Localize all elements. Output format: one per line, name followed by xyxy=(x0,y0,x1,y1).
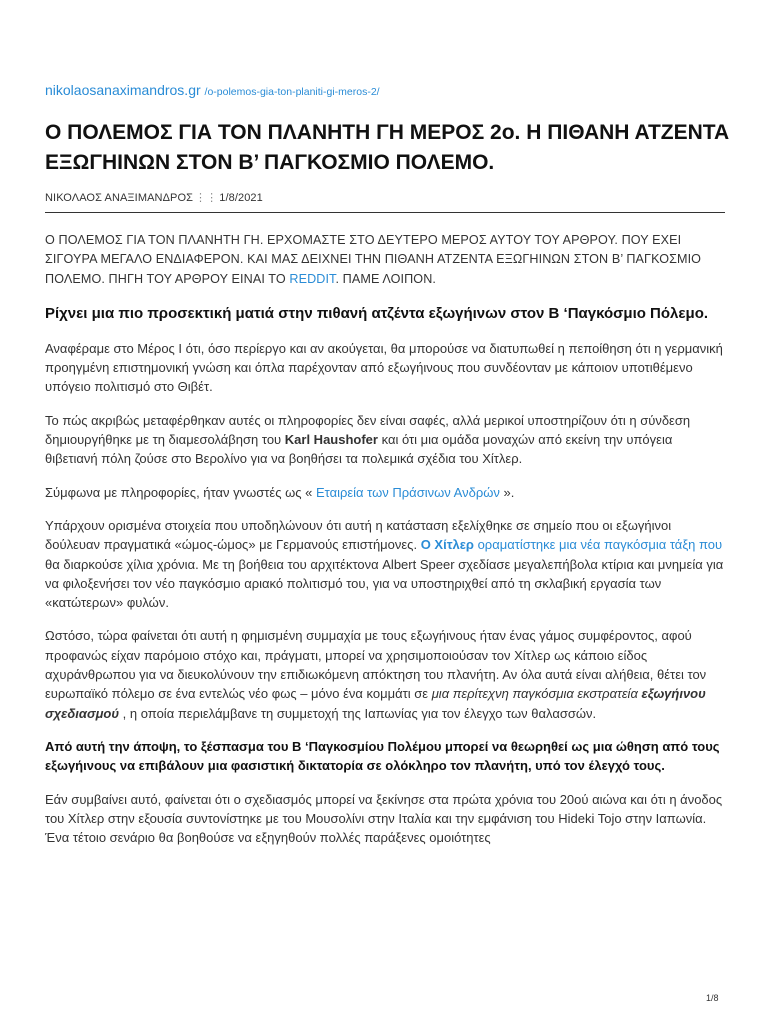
paragraph-4-text-end: θα διαρκούσε χίλια χρόνια. Με τη βοήθεια του αρχιτέκτονα Albert Speer σχεδίασε μεγαλεπήβολα κτίρια και μνημεία για να φιλοξενήσει τον νέο παγκόσμιο αριακό πολιτισμό του, για να υποστηριχθεί από τη σκλαβική εργασία των «κατώτερων» φυλών. xyxy=(45,556,724,611)
article-meta xyxy=(45,191,263,204)
paragraph-1: Αναφέραμε στο Μέρος I ότι, όσο περίεργο και αν ακούγεται, θα μπορούσε να διατυπωθεί η πεποίθηση ότι η γερμανική προηγμένη επιστημονική γνώση και όπλα παρέχονταν από εξωγήινους που συνδέονταν με κάποιον υποτιθέμενο υπόγειο πολιτισμό στο Θιβέτ. xyxy=(45,340,723,395)
paragraph-7: Εάν συμβαίνει αυτό, φαίνεται ότι ο σχεδιασμός μπορεί να ξεκίνησε στα πρώτα χρόνια του 20ού αιώνα και ότι η άνοδος του Χίτλερ στην εξουσία συντονίστηκε με του Μουσολίνι στην Ιταλία και την εμφάνιση του Hideki Tojo στην Ιαπωνία. Ένα τέτοιο σενάριο θα βοηθούσε να εξηγηθούν πολλές παράξενες ομοιότητες xyxy=(45,791,723,846)
paragraph-3-text-end: ». xyxy=(499,484,515,500)
source-url[interactable] xyxy=(45,82,380,98)
article-subheading: Ρίχνει μια πιο προσεκτική ματιά στην πιθανή ατζέντα εξωγήινων στον Β ‘Παγκόσμιο Πόλεμο. xyxy=(45,304,709,322)
page-number: 1/8 xyxy=(706,993,719,1003)
meta-separator: ⋮⋮ xyxy=(195,192,218,204)
title-divider xyxy=(45,212,725,213)
paragraph-2-text: Το πώς ακριβώς μεταφέρθηκαν αυτές οι πληροφορίες δεν είναι σαφές, αλλά μερικοί υποστηρίζουν ότι η σύνδεση δημιουργήθηκε με τη διαμεσολάβηση του xyxy=(45,412,691,448)
green-men-society-link[interactable]: Εταιρεία των Πράσινων Ανδρών xyxy=(315,484,500,500)
author-name: ΝΙΚΟΛΑΟΣ ΑΝΑΞΙΜΑΝΔΡΟΣ xyxy=(45,192,194,204)
paragraph-5-italic: μια περίτεχνη παγκόσμια εκστρατεία xyxy=(431,686,638,702)
karl-haushofer-name: Karl Haushofer xyxy=(284,432,378,448)
paragraph-2 xyxy=(45,411,727,469)
paragraph-2-text-end: και ότι μια ομάδα μοναχών από εκείνη την υπόγεια θιβετιανή πόλη ζούσε στο Βερολίνο για να βοηθήσει τα πολεμικά σχέδια του Χίτλερ. xyxy=(45,432,673,467)
paragraph-3 xyxy=(45,483,727,502)
paragraph-5-bold-italic: εξωγήινου σχεδιασμού xyxy=(45,686,706,721)
paragraph-4 xyxy=(45,516,727,612)
article-title: Ο ΠΟΛΕΜΟΣ ΓΙΑ ΤΟΝ ΠΛΑΝΗΤΗ ΓΗ ΜΕΡΟΣ 2ο. Η ΠΙΘΑΝΗ ΑΤΖΕΝΤΑ ΕΞΩΓΗΙΝΩΝ ΣΤΟΝ Β’ ΠΑΓΚΟΣΜΙΟ ΠΟΛΕΜΟ. xyxy=(45,121,730,174)
paragraph-4-text: Υπάρχουν ορισμένα στοιχεία που υποδηλώνουν ότι αυτή η κατάσταση εξελίχθηκε σε σημείο που οι εξωγήινοι δούλευαν πραγματικά «ώμος-ώμος» με Γερμανούς επιστήμονες. xyxy=(45,517,672,553)
intro-paragraph xyxy=(45,231,727,289)
source-path-link[interactable]: /o-polemos-gia-ton-planiti-gi-meros-2/ xyxy=(204,86,380,98)
source-domain-link[interactable]: nikolaosanaximandros.gr xyxy=(45,82,201,98)
paragraph-5 xyxy=(45,626,727,722)
paragraph-6: Από αυτή την άποψη, το ξέσπασμα του Β ‘Παγκοσμίου Πολέμου μπορεί να θεωρηθεί ως μια ώθηση από τους εξωγήινους να επιβάλουν μια φασιστική δικτατορία σε ολόκληρο τον πλανήτη, υπό τον έλεγχό τους. xyxy=(45,738,720,774)
intro-text-end: . ΠΑΜΕ ΛΟΙΠΟΝ. xyxy=(335,271,436,286)
article-body xyxy=(45,231,727,861)
intro-text: Ο ΠΟΛΕΜΟΣ ΓΙΑ ΤΟΝ ΠΛΑΝΗΤΗ ΓΗ. ΕΡΧΟΜΑΣΤΕ ΣΤΟ ΔΕΥΤΕΡΟ ΜΕΡΟΣ ΑΥΤΟΥ ΤΟΥ ΑΡΘΡΟΥ. ΠΟΥ ΕΧΕΙ ΣΙΓΟΥΡΑ ΜΕΓΑΛΟ ΕΝΔΙΑΦΕΡΟΝ. ΚΑΙ ΜΑΣ ΔΕΙΧΝΕΙ ΤΗΝ ΠΙΘΑΝΗ ΑΤΖΕΝΤΑ ΕΞΩΓΗΙΝΩΝ ΣΤΟΝ Β’ ΠΑΓΚΟΣΜΙΟ ΠΟΛΕΜΟ. ΠΗΓΗ ΤΟΥ ΑΡΘΡΟΥ ΕΙΝΑΙ ΤΟ xyxy=(45,233,702,286)
paragraph-3-text: Σύμφωνα με πληροφορίες, ήταν γνωστές ως « xyxy=(45,484,316,500)
paragraph-5-text-end: , η οποία περιελάμβανε τη συμμετοχή της Ιαπωνίας για τον έλεγχο των θαλασσών. xyxy=(119,705,597,721)
publish-date: 1/8/2021 xyxy=(219,192,263,204)
paragraph-5-text: Ωστόσο, τώρα φαίνεται ότι αυτή η φημισμένη συμμαχία με τους εξωγήινους ήταν ένας γάμος συμφέροντος, αφού προφανώς είχαν παρόμοιο στόχο και, πράγματι, μπορεί να χρησιμοποιούσαν τον Χίτλερ ως κάποιο είδος αχυράνθρωπου για να διευκολύνουν την επιδιωκόμενη απόκτηση του πλανήτη. Αν όλα αυτά είναι αλήθεια, θέτει τον ευρωπαϊκό πόλεμο σε ένα εντελώς νέο φως – μόνο ένα κομμάτι σε xyxy=(45,628,707,702)
new-world-order-link[interactable]: οραματίστηκε μια νέα παγκόσμια τάξη που xyxy=(473,537,723,553)
hitler-link[interactable]: Ο Χίτλερ xyxy=(420,537,474,553)
reddit-link[interactable]: REDDIT xyxy=(289,271,336,286)
